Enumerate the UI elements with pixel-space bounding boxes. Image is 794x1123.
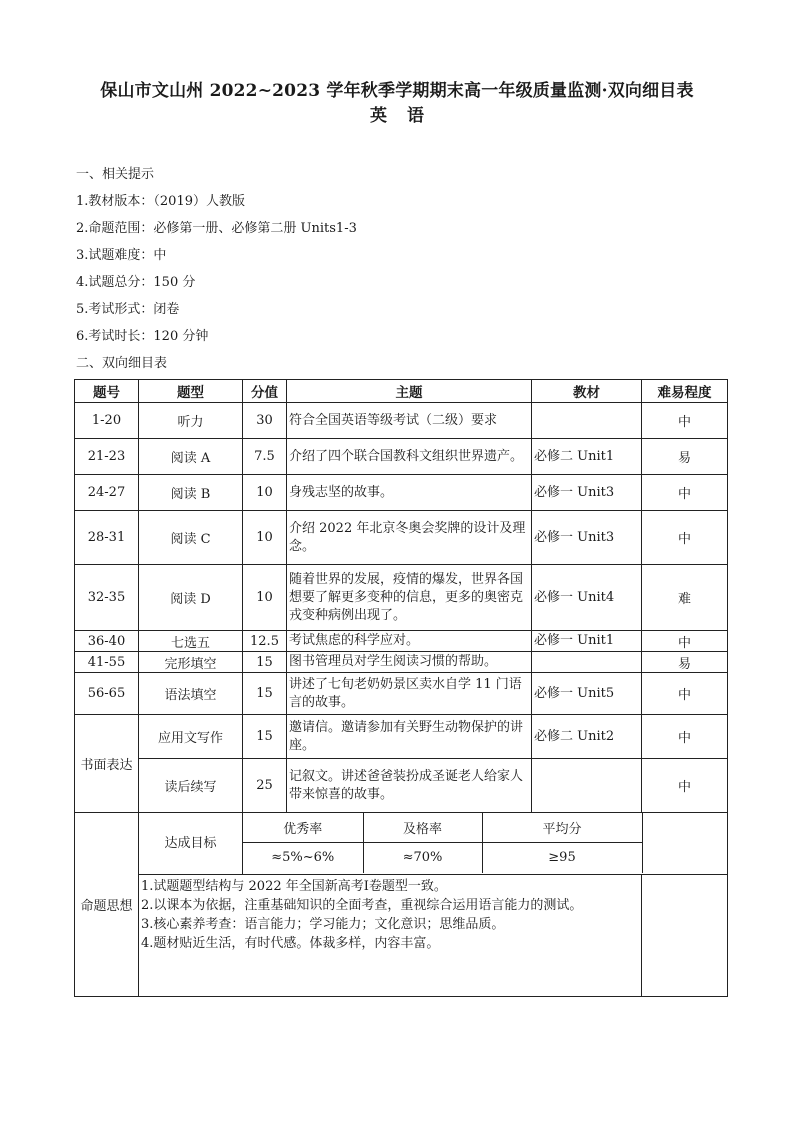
- textbook: 必修一 Unit5: [532, 673, 642, 715]
- goal-header: 优秀率: [243, 813, 363, 842]
- difficulty: 中: [642, 475, 728, 511]
- question-type: 听力: [139, 403, 243, 439]
- writing-group-label: 书面表达: [75, 715, 139, 813]
- topic: 讲述了七旬老奶奶景区卖水自学 11 门语言的故事。: [287, 673, 532, 715]
- goals-table: [243, 813, 727, 873]
- goal-value: ≥95: [482, 842, 642, 873]
- goal-blank: [642, 813, 727, 873]
- difficulty: 中: [642, 631, 728, 652]
- table-row: [75, 511, 728, 565]
- question-number: 32-35: [75, 565, 139, 631]
- note-item: 5.考试形式：闭卷: [76, 302, 180, 317]
- thought-item: 3.核心素养考查：语言能力；学习能力；文化意识；思维品质。: [141, 917, 505, 932]
- difficulty: 难: [642, 565, 728, 631]
- thoughts-list: [139, 875, 642, 997]
- header-cell: 题型: [139, 380, 243, 403]
- table-row: [75, 631, 728, 652]
- page-title: 保山市文山州 2022~2023 学年秋季学期期末高一年级质量监测·双向细目表: [100, 81, 694, 101]
- score: 15: [243, 652, 287, 673]
- header-cell: 分值: [243, 380, 287, 403]
- question-type: 七选五: [139, 631, 243, 652]
- table-row: [75, 673, 728, 715]
- goals-label: 达成目标: [139, 813, 243, 875]
- score: 10: [243, 565, 287, 631]
- textbook: [532, 652, 642, 673]
- question-number: 24-27: [75, 475, 139, 511]
- textbook: 必修一 Unit1: [532, 631, 642, 652]
- thoughts-row: [75, 875, 728, 997]
- topic: 图书管理员对学生阅读习惯的帮助。: [287, 652, 532, 673]
- thought-item: 2.以课本为依据，注重基础知识的全面考查，重视综合运用语言能力的测试。: [141, 898, 583, 913]
- score: 30: [243, 403, 287, 439]
- score: 10: [243, 475, 287, 511]
- score: 15: [243, 673, 287, 715]
- note-item: 6.考试时长：120 分钟: [76, 329, 209, 344]
- goals-grid: [243, 813, 728, 875]
- question-type: 阅读 C: [139, 511, 243, 565]
- notes-section: [76, 161, 357, 377]
- textbook: [532, 759, 642, 813]
- table-row: [75, 439, 728, 475]
- difficulty: 中: [642, 715, 728, 759]
- goal-header: 平均分: [482, 813, 642, 842]
- topic: 考试焦虑的科学应对。: [287, 631, 532, 652]
- goal-header: 及格率: [363, 813, 482, 842]
- goal-value: ≈5%~6%: [243, 842, 363, 873]
- thought-label: 命题思想: [75, 813, 139, 997]
- difficulty: 易: [642, 652, 728, 673]
- question-type: 阅读 D: [139, 565, 243, 631]
- textbook: [532, 403, 642, 439]
- goal-value: ≈70%: [363, 842, 482, 873]
- topic: 介绍了四个联合国教科文组织世界遗产。: [287, 439, 532, 475]
- score: 25: [243, 759, 287, 813]
- difficulty: 中: [642, 673, 728, 715]
- question-number: 56-65: [75, 673, 139, 715]
- question-type: 阅读 A: [139, 439, 243, 475]
- topic: 身残志坚的故事。: [287, 475, 532, 511]
- question-number: 21-23: [75, 439, 139, 475]
- header-cell: 教材: [532, 380, 642, 403]
- topic: 邀请信。邀请参加有关野生动物保护的讲座。: [287, 715, 532, 759]
- table-row: [75, 475, 728, 511]
- difficulty: 中: [642, 759, 728, 813]
- table-row: [75, 715, 728, 759]
- header-cell: 题号: [75, 380, 139, 403]
- question-type: 应用文写作: [139, 715, 243, 759]
- textbook: 必修二 Unit2: [532, 715, 642, 759]
- difficulty: 中: [642, 511, 728, 565]
- textbook: 必修一 Unit4: [532, 565, 642, 631]
- topic: 符合全国英语等级考试（二级）要求: [287, 403, 532, 439]
- score: 12.5: [243, 631, 287, 652]
- table-row: [75, 759, 728, 813]
- header-cell: 主题: [287, 380, 532, 403]
- textbook: 必修二 Unit1: [532, 439, 642, 475]
- note-item: 4.试题总分：150 分: [76, 275, 196, 290]
- table-row: [75, 565, 728, 631]
- question-number: 36-40: [75, 631, 139, 652]
- table-row: [75, 652, 728, 673]
- score: 10: [243, 511, 287, 565]
- thought-item: 4.题材贴近生活，有时代感。体裁多样，内容丰富。: [141, 936, 440, 951]
- difficulty: 易: [642, 439, 728, 475]
- score: 7.5: [243, 439, 287, 475]
- score: 15: [243, 715, 287, 759]
- question-number: 28-31: [75, 511, 139, 565]
- question-type: 语法填空: [139, 673, 243, 715]
- note-item: 2.命题范围：必修第一册、必修第二册 Units1-3: [76, 221, 357, 236]
- note-item: 3.试题难度：中: [76, 248, 167, 263]
- difficulty: 中: [642, 403, 728, 439]
- topic: 记叙文。讲述爸爸装扮成圣诞老人给家人带来惊喜的故事。: [287, 759, 532, 813]
- section-heading-table: 二、双向细目表: [76, 356, 168, 371]
- question-number: 1-20: [75, 403, 139, 439]
- spec-table: [74, 379, 728, 997]
- note-item: 1.教材版本：（2019）人教版: [76, 194, 245, 209]
- thoughts-blank: [642, 875, 728, 997]
- table-row: [75, 403, 728, 439]
- thought-item: 1.试题题型结构与 2022 年全国新高考Ⅰ卷题型一致。: [141, 879, 447, 894]
- page-subtitle: 英 语: [370, 106, 424, 126]
- header-cell: 难易程度: [642, 380, 728, 403]
- question-type: 读后续写: [139, 759, 243, 813]
- table-header-row: [75, 380, 728, 403]
- question-type: 阅读 B: [139, 475, 243, 511]
- textbook: 必修一 Unit3: [532, 511, 642, 565]
- section-heading-tips: 一、相关提示: [76, 167, 155, 182]
- question-number: 41-55: [75, 652, 139, 673]
- goals-row: [75, 813, 728, 875]
- question-type: 完形填空: [139, 652, 243, 673]
- textbook: 必修一 Unit3: [532, 475, 642, 511]
- topic: 随着世界的发展，疫情的爆发，世界各国想要了解更多变种的信息，更多的奥密克戎变种病例出现了。: [287, 565, 532, 631]
- topic: 介绍 2022 年北京冬奥会奖牌的设计及理念。: [287, 511, 532, 565]
